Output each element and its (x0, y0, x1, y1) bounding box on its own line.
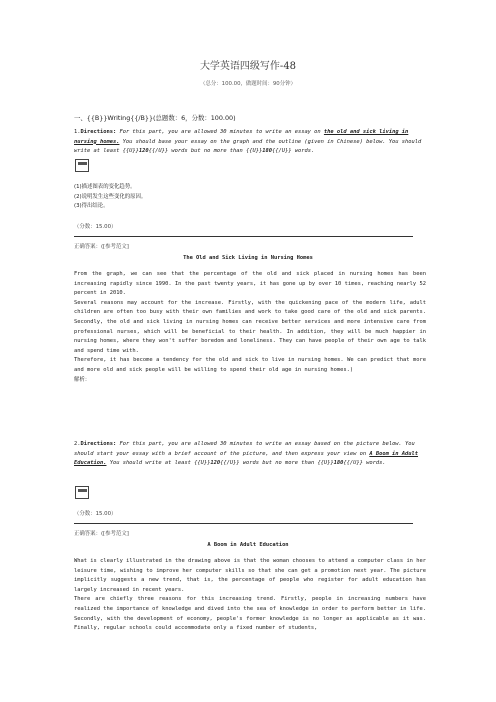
question-1-prompt: 1.Directions: For this part, you are allowed 30 minutes to write an essay on the old and sick living in nursing homes. You should base your essay on the graph and the outline (given in Chinese) below. You should write at least {{U}}120{{/U}} words but no more than {{U}}180{{/U}} words. (74, 129, 422, 155)
question-2-prompt: 2.Directions: For this part, you are allowed 30 minutes to write an essay based on the picture below. You should start your essay with a brief account of the picture, and then express your view on A Boom in Adult Education. You should write at least {{U}}120{{/U}} words but no more than {{U}}180{{/U}} words. (74, 441, 419, 467)
question-number: 2. (74, 441, 81, 447)
essay-topic: the old and sick living in nursing homes. (74, 129, 409, 145)
score-label: （分数：15.00） (74, 224, 117, 230)
min-words: 120 (138, 148, 149, 155)
divider (74, 236, 413, 237)
min-words: 120 (210, 460, 221, 467)
essay-paragraph: From the graph, we can see that the percentage of the old and sick placed in nursing homes has been increasing rapidly since 1990. In the past twenty years, it has gone up by over 10 times, reaching nearly 52 percent in 2010. (74, 271, 426, 297)
essay-body (74, 270, 426, 385)
essay-paragraph: What is clearly illustrated in the drawing above is that the woman chooses to attend a computer class in her leisure time, wishing to improve her computer skills so that she can get a promotion next year. The picture implicitly suggests a new trend, that is, the percentage of people who register for adult education has largely increased in recent years. (74, 558, 426, 593)
directions-label: Directions: (80, 441, 117, 447)
page-subtitle: （总分：100.00，做题时间：90分钟） (200, 81, 296, 87)
answer-label: 正确答案：([参考范文] (74, 531, 129, 537)
page-title: 大学英语四级写作-48 (199, 61, 297, 72)
outline-item: (2)说明发生这些变化的原因。 (74, 193, 147, 200)
essay-paragraph: Therefore, it has become a tendency for the old and sick to live in nursing homes. We can predict that more and more old and sick people will be willing to spend their old age in nursing homes.) (74, 357, 426, 373)
essay-title: The Old and Sick Living in Nursing Homes (183, 255, 313, 261)
divider (74, 523, 413, 524)
directions-label: Directions: (80, 129, 117, 135)
outline-list (74, 183, 426, 212)
section-heading: 一、{{B}}Writing{{/B}}(总题数：6，分数：100.00) (74, 114, 236, 122)
directions-text: For this part, you are allowed 30 minutes to write an essay on (116, 129, 324, 135)
question-number: 1. (74, 129, 81, 135)
outline-item: (3)得出结论。 (74, 203, 109, 210)
max-words: 180 (333, 460, 344, 467)
score-label: （分数：15.00） (74, 511, 117, 517)
outline-item: (1)描述图表的变化趋势。 (74, 184, 136, 190)
directions-text: For this part, you are allowed 30 minutes to write an essay based on the picture below. You should start your essay with a brief account of the picture, and then express your view on (74, 441, 415, 457)
essay-body (74, 557, 426, 634)
essay-title: A Boom in Adult Education (207, 542, 289, 548)
max-words: 180 (262, 148, 273, 155)
essay-paragraph: Several reasons may account for the increase. Firstly, with the quickening pace of the modern life, adult children are often too busy with their own families and work to take good care of the old and sick parents. Secondly, the old and sick living in nursing homes can receive better services and more intensive care from professional nurses, which will be beneficial to their health. In addition, they will be much happier in nursing homes, where they won't suffer boredom and loneliness. They can have people of their own age to talk and spend time with. (74, 299, 426, 354)
answer-label: 正确答案：([参考范文] (74, 244, 129, 250)
analysis-label: 解析： (74, 376, 91, 383)
essay-paragraph: There are chiefly three reasons for this increasing trend. Firstly, people in increasing numbers have realized the importance of knowledge and dived into the sea of knowledge in order to perform better in life. Secondly, with the development of economy, people's former knowledge is no longer as applicable as it was. Finally, regular schools could accommodate only a fixed number of students, (74, 596, 426, 632)
essay-topic: A Boom in Adult Education. (74, 450, 419, 467)
picture-image-icon (75, 486, 89, 499)
graph-image-icon (75, 159, 89, 172)
